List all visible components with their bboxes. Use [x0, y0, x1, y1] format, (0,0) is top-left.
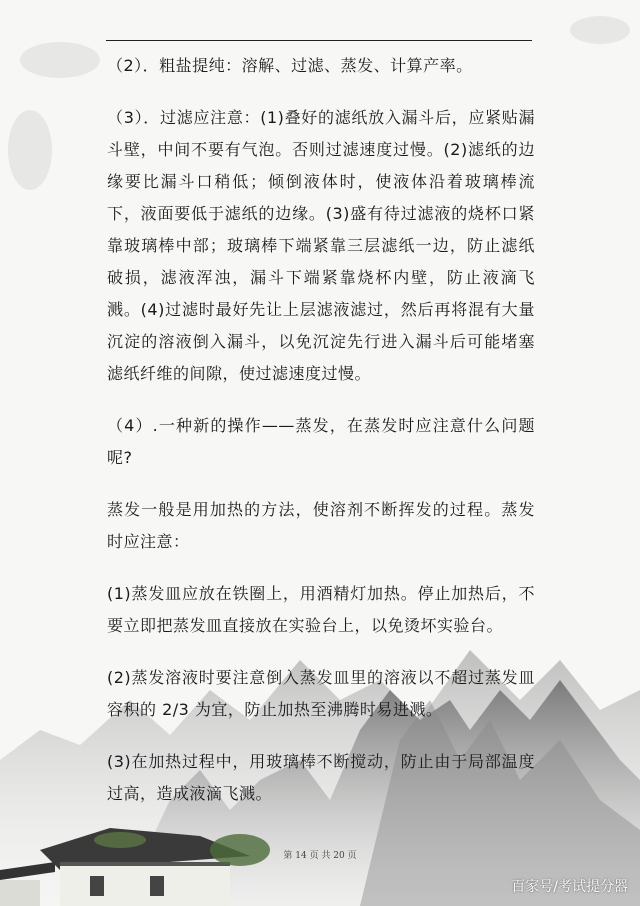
paragraph-evaporation-intro: 蒸发一般是用加热的方法，使溶剂不断挥发的过程。蒸发时应注意：	[107, 500, 535, 551]
paragraph-evaporation-note-2: (2)蒸发溶液时要注意倒入蒸发皿里的溶液以不超过蒸发皿容积的 2/3 为宜，防止加热至沸腾时易进溅。	[107, 668, 535, 719]
header-rule	[106, 40, 532, 41]
paragraph-evaporation-note-3: (3)在加热过程中，用玻璃棒不断搅动，防止由于局部温度过高，造成液滴飞溅。	[107, 752, 535, 803]
paragraph-evaporation-note-1: (1)蒸发皿应放在铁圈上，用酒精灯加热。停止加热后，不要立即把蒸发皿直接放在实验台上，以免烫坏实验台。	[107, 584, 535, 635]
paragraph-filtration-notes: （3）．过滤应注意：(1)叠好的滤纸放入漏斗后，应紧贴漏斗壁，中间不要有气泡。否则过滤速度过慢。(2)滤纸的边缘要比漏斗口稍低；倾倒液体时，使液体沿着玻璃棒流下，液面要低于滤纸的边缘。(3)盛有待过滤液的烧杯口紧靠玻璃棒中部；玻璃棒下端紧靠三层滤纸一边，防止滤纸破损，滤液浑浊，漏斗下端紧靠烧杯内壁，防止液滴飞溅。(4)过滤时最好先让上层滤液滤过，然后再将混有大量沉淀的溶液倒入漏斗，以免沉淀先行进入漏斗后可能堵塞滤纸纤维的间隙，使过滤速度过慢。	[107, 108, 535, 383]
document-body	[107, 50, 535, 830]
page-number: 第 14 页 共 20 页	[283, 851, 357, 861]
paragraph-evaporation-question: （4）.一种新的操作——蒸发，在蒸发时应注意什么问题呢?	[107, 416, 535, 467]
paragraph-salt-purification: （2）．粗盐提纯：溶解、过滤、蒸发、计算产率。	[107, 56, 473, 75]
watermark: 百家号/考试提分器	[511, 879, 628, 895]
